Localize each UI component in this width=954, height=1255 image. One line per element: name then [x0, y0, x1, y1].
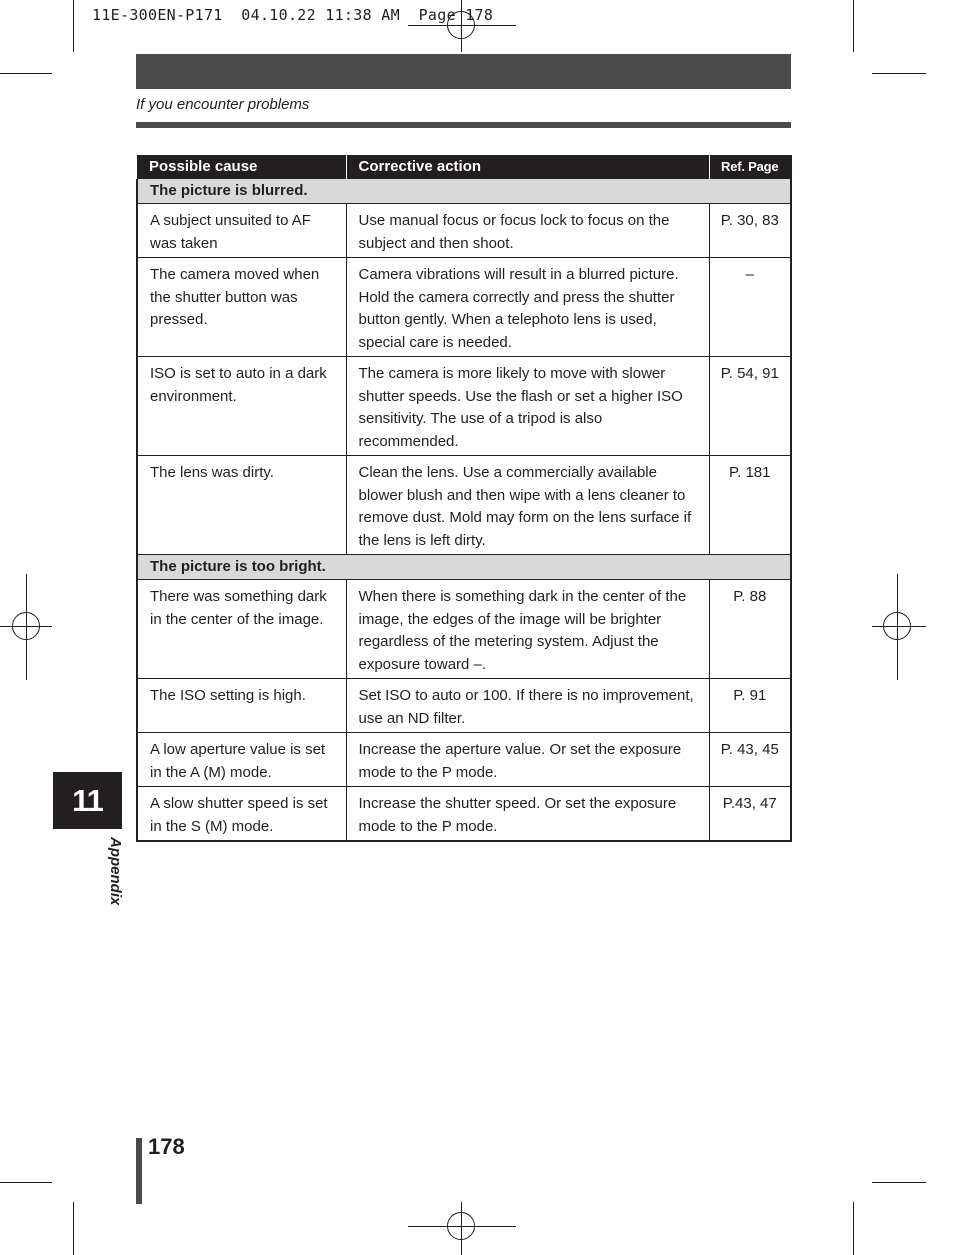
cause-cell: A slow shutter speed is set in the S (M) mode.	[137, 787, 346, 842]
header-rule	[136, 122, 791, 128]
crop-mark-tr-v	[853, 0, 854, 52]
cause-cell: A low aperture value is set in the A (M) mode.	[137, 733, 346, 787]
cause-cell: A subject unsuited to AF was taken	[137, 204, 346, 258]
table-row	[137, 456, 791, 555]
troubleshooting-table	[136, 155, 792, 842]
crop-mark-bl-h	[0, 1182, 52, 1183]
table-row	[137, 357, 791, 456]
action-cell: Camera vibrations will result in a blurred picture. Hold the camera correctly and press the shutter button gently. When a telephoto lens is used, special care is needed.	[346, 258, 709, 357]
ref-cell: P.43, 47	[709, 787, 791, 842]
crop-mark-bl-v	[73, 1202, 74, 1255]
action-cell: Increase the shutter speed. Or set the exposure mode to the P mode.	[346, 787, 709, 842]
action-cell: Set ISO to auto or 100. If there is no improvement, use an ND filter.	[346, 679, 709, 733]
table-row	[137, 258, 791, 357]
cause-cell: The ISO setting is high.	[137, 679, 346, 733]
ref-cell: P. 181	[709, 456, 791, 555]
action-cell: The camera is more likely to move with slower shutter speeds. Use the flash or set a higher ISO sensitivity. The use of a tripod is also recommended.	[346, 357, 709, 456]
table-row	[137, 733, 791, 787]
print-slug: 11E-300EN-P171 04.10.22 11:38 AM Page 178	[92, 6, 494, 24]
header-corrective-action: Corrective action	[346, 155, 709, 179]
table-row	[137, 204, 791, 258]
ref-cell: P. 43, 45	[709, 733, 791, 787]
table-header-row	[137, 155, 791, 179]
crop-mark-tl-h	[0, 73, 52, 74]
table-row	[137, 580, 791, 679]
crop-mark-br-h	[872, 1182, 926, 1183]
ref-cell: P. 91	[709, 679, 791, 733]
group-title: The picture is blurred.	[137, 179, 791, 204]
section-title: If you encounter problems	[136, 96, 310, 113]
table-row	[137, 679, 791, 733]
chapter-tab	[53, 772, 122, 829]
action-cell: Use manual focus or focus lock to focus on the subject and then shoot.	[346, 204, 709, 258]
header-ref-page: Ref. Page	[709, 155, 791, 179]
chapter-label: Appendix	[107, 837, 124, 906]
cause-cell: ISO is set to auto in a dark environment.	[137, 357, 346, 456]
ref-cell: P. 88	[709, 580, 791, 679]
group-header-too-bright	[137, 555, 791, 580]
cause-cell: There was something dark in the center of the image.	[137, 580, 346, 679]
ref-cell: –	[709, 258, 791, 357]
header-bar	[136, 54, 791, 89]
chapter-number: 11	[72, 782, 103, 818]
crop-mark-tl-v	[73, 0, 74, 52]
header-possible-cause: Possible cause	[137, 155, 346, 179]
page-number: 178	[148, 1134, 185, 1159]
group-title: The picture is too bright.	[137, 555, 791, 580]
cause-cell: The camera moved when the shutter button was pressed.	[137, 258, 346, 357]
ref-cell: P. 54, 91	[709, 357, 791, 456]
action-cell: Increase the aperture value. Or set the exposure mode to the P mode.	[346, 733, 709, 787]
cause-cell: The lens was dirty.	[137, 456, 346, 555]
action-cell: Clean the lens. Use a commercially available blower blush and then wipe with a lens cleaner to remove dust. Mold may form on the lens surface if the lens is left dirty.	[346, 456, 709, 555]
crop-mark-tr-h	[872, 73, 926, 74]
action-cell: When there is something dark in the center of the image, the edges of the image will be brighter regardless of the metering system. Adjust the exposure toward –.	[346, 580, 709, 679]
group-header-blurred	[137, 179, 791, 204]
crop-mark-br-v	[853, 1202, 854, 1255]
table-row	[137, 787, 791, 842]
ref-cell: P. 30, 83	[709, 204, 791, 258]
page-number-bar	[136, 1138, 142, 1204]
